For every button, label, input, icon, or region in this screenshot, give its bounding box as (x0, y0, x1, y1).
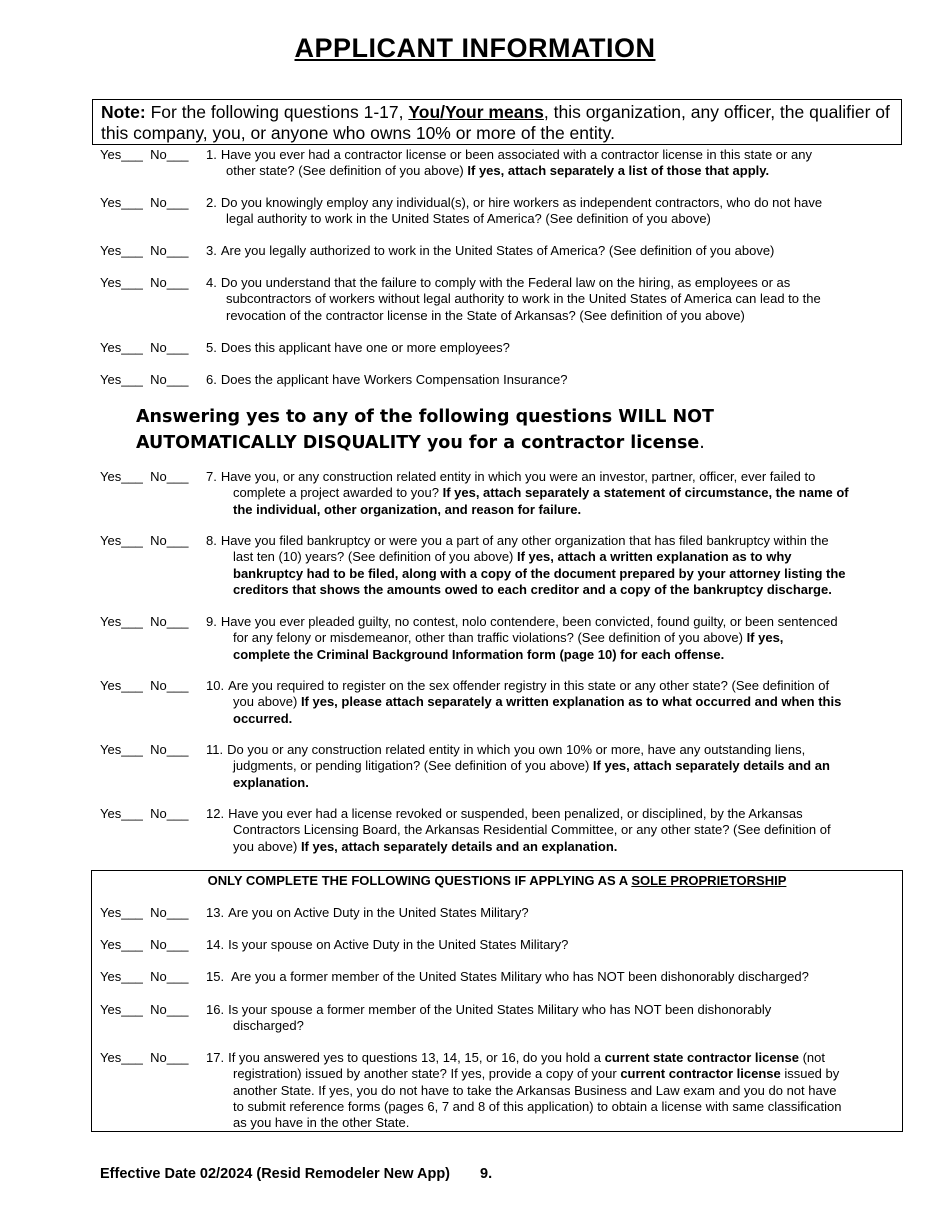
question-text: Have you ever had a contractor license or been associated with a contractor license in this state or any (220, 147, 812, 162)
question-text: Is your spouse on Active Duty in the United States Military? (228, 937, 569, 952)
question-text: to submit reference forms (pages 6, 7 and 8 of this application) to obtain a license with same classification (233, 1098, 842, 1114)
question-text: Do you understand that the failure to comply with the Federal law on the hiring, as employees or as (220, 275, 791, 290)
question-text: Contractors Licensing Board, the Arkansas Residential Committee, or any other state? (See definition of (233, 822, 831, 838)
question-text: revocation of the contractor license in the State of Arkansas? (See definition of you above) (226, 307, 745, 323)
question-8 (100, 533, 900, 598)
question-emphasis: current state contractor license (604, 1050, 799, 1065)
yes-no-blanks[interactable]: Yes___ No___ (100, 243, 189, 258)
question-number: 5. (206, 340, 217, 355)
question-text: Does this applicant have one or more employees? (220, 340, 510, 355)
question-number: 12. (206, 806, 225, 821)
question-text: you above) (233, 838, 301, 854)
question-17 (100, 1050, 900, 1131)
yes-no-blanks[interactable]: Yes___ No___ (100, 969, 189, 984)
question-15 (100, 969, 900, 985)
question-number: 17. (206, 1050, 225, 1065)
question-text: another State. If yes, you do not have to take the Arkansas Business and Law exam and you do not have (233, 1082, 837, 1098)
yes-no-blanks[interactable]: Yes___ No___ (100, 533, 189, 548)
disqualify-heading (136, 404, 876, 456)
question-instruction: If yes, attach separately a list of those that apply. (467, 163, 770, 179)
yes-no-blanks[interactable]: Yes___ No___ (100, 372, 189, 387)
question-number: 8. (206, 533, 217, 548)
question-text: complete a project awarded to you? (233, 485, 443, 501)
question-2 (100, 195, 900, 228)
question-text: subcontractors of workers without legal authority to work in the United States of America can lead to the (226, 291, 821, 307)
question-text: Are you on Active Duty in the United States Military? (228, 905, 529, 920)
question-instruction: If yes, attach separately a statement of circumstance, the name of (442, 485, 849, 501)
question-number: 13. (206, 905, 225, 920)
sole-proprietorship-title (91, 873, 903, 888)
question-text: judgments, or pending litigation? (See definition of you above) (233, 758, 593, 774)
note-text-2: , this organization, any officer, the qualifier of this company, you, or anyone who owns 10% or more of the entity. (101, 102, 890, 143)
question-number: 11. (206, 742, 224, 757)
page-title: APPLICANT INFORMATION (294, 33, 656, 63)
question-emphasis: current contractor license (620, 1066, 781, 1082)
question-number: 7. (206, 469, 217, 484)
question-14 (100, 937, 900, 953)
question-number: 16. (206, 1002, 225, 1017)
question-instruction: creditors that shows the amounts owed to each creditor and a copy of the bankruptcy discharge. (233, 581, 832, 597)
yes-no-blanks[interactable]: Yes___ No___ (100, 1002, 189, 1017)
question-text: Are you a former member of the United States Military who has NOT been dishonorably discharged? (228, 969, 809, 984)
question-number: 1. (206, 147, 217, 162)
question-number: 4. (206, 275, 217, 290)
question-number: 2. (206, 195, 217, 210)
yes-no-blanks[interactable]: Yes___ No___ (100, 806, 189, 821)
question-text: If you answered yes to questions 13, 14, 15, or 16, do you hold a (228, 1050, 605, 1065)
question-number: 3. (206, 243, 217, 258)
question-text: Have you filed bankruptcy or were you a part of any other organization that has filed bankruptcy within the (220, 533, 829, 548)
question-3 (100, 243, 900, 259)
question-text: last ten (10) years? (See definition of you above) (233, 549, 517, 565)
yes-no-blanks[interactable]: Yes___ No___ (100, 905, 189, 920)
question-5 (100, 340, 900, 356)
question-number: 15. (206, 969, 225, 984)
question-instruction: If yes, attach separately details and an (592, 758, 830, 774)
sole-title-emphasis: SOLE PROPRIETORSHIP (631, 873, 787, 888)
yes-no-blanks[interactable]: Yes___ No___ (100, 937, 189, 952)
question-text: Does the applicant have Workers Compensation Insurance? (220, 372, 568, 387)
question-text: for any felony or misdemeanor, other than traffic violations? (See definition of you above) (233, 630, 747, 646)
question-text: issued by (780, 1066, 840, 1082)
question-instruction: occurred. (233, 710, 293, 726)
question-text: other state? (See definition of you above) (226, 163, 464, 179)
page-footer (100, 1166, 492, 1182)
question-number: 6. (206, 372, 217, 387)
yes-no-blanks[interactable]: Yes___ No___ (100, 1050, 189, 1065)
question-text: Have you ever had a license revoked or suspended, been penalized, or disciplined, by the Arkansas (228, 806, 803, 821)
question-number: 9. (206, 614, 217, 629)
heading-text: Answering yes to any of the following questions WILL NOT AUTOMATICALLY DISQUALITY you for a contractor license (136, 407, 714, 453)
yes-no-blanks[interactable]: Yes___ No___ (100, 147, 189, 162)
question-instruction: complete the Criminal Background Information form (page 10) for each offense. (233, 646, 725, 662)
question-number: 10. (206, 678, 225, 693)
yes-no-blanks[interactable]: Yes___ No___ (100, 195, 189, 210)
question-instruction: If yes, please attach separately a written explanation as to what occurred and when this (300, 694, 842, 710)
question-6 (100, 372, 900, 388)
question-instruction: If yes, attach a written explanation as to why (517, 549, 792, 565)
yes-no-blanks[interactable]: Yes___ No___ (100, 340, 189, 355)
question-number: 14. (206, 937, 225, 952)
question-text: legal authority to work in the United States of America? (See definition of you above) (226, 211, 711, 227)
sole-title-text: ONLY COMPLETE THE FOLLOWING QUESTIONS IF APPLYING AS A (207, 873, 632, 888)
question-text: Do you or any construction related entity in which you own 10% or more, have any outstanding liens, (227, 742, 806, 757)
yes-no-blanks[interactable]: Yes___ No___ (100, 742, 189, 757)
question-text: Are you required to register on the sex offender registry in this state or any other state? (See definition of (228, 678, 830, 693)
note-box (92, 99, 902, 145)
question-instruction: If yes, attach separately details and an explanation. (300, 838, 618, 854)
question-13 (100, 905, 900, 921)
question-text: discharged? (233, 1018, 304, 1034)
question-text: as you have in the other State. (233, 1115, 410, 1131)
yes-no-blanks[interactable]: Yes___ No___ (100, 614, 189, 629)
question-1 (100, 147, 900, 180)
question-text: registration) issued by another state? If yes, provide a copy of your (233, 1066, 621, 1082)
question-11 (100, 742, 900, 791)
question-instruction: If yes, (746, 630, 784, 646)
footer-effective-date: Effective Date 02/2024 (Resid Remodeler New App) (100, 1166, 451, 1182)
question-instruction: explanation. (233, 774, 309, 790)
question-text: Do you knowingly employ any individual(s), or hire workers as independent contractors, who do not have (220, 195, 823, 210)
question-text: Have you, or any construction related entity in which you were an investor, partner, officer, ever failed to (220, 469, 816, 484)
question-text: Is your spouse a former member of the United States Military who has NOT been dishonorably (228, 1002, 772, 1017)
yes-no-blanks[interactable]: Yes___ No___ (100, 678, 189, 693)
page-number: 9. (480, 1166, 493, 1182)
heading-period: . (699, 433, 705, 453)
question-7 (100, 469, 900, 518)
question-instruction: bankruptcy had to be filed, along with a copy of the document prepared by your attorney listing the (233, 565, 846, 581)
question-text: (not (798, 1050, 825, 1065)
note-text-1: For the following questions 1-17, (145, 102, 409, 122)
question-9 (100, 614, 900, 663)
question-text: Are you legally authorized to work in the United States of America? (See definition of you above) (220, 243, 775, 258)
note-label: Note: (101, 102, 146, 122)
question-4 (100, 275, 900, 324)
question-text: you above) (233, 694, 301, 710)
question-12 (100, 806, 900, 855)
question-text: Have you ever pleaded guilty, no contest, nolo contendere, been convicted, found guilty, or been sentenced (220, 614, 838, 629)
yes-no-blanks[interactable]: Yes___ No___ (100, 469, 189, 484)
note-emphasis: You/Your means (408, 102, 544, 122)
question-10 (100, 678, 900, 727)
question-16 (100, 1002, 900, 1035)
question-instruction: the individual, other organization, and reason for failure. (233, 501, 582, 517)
yes-no-blanks[interactable]: Yes___ No___ (100, 275, 189, 290)
